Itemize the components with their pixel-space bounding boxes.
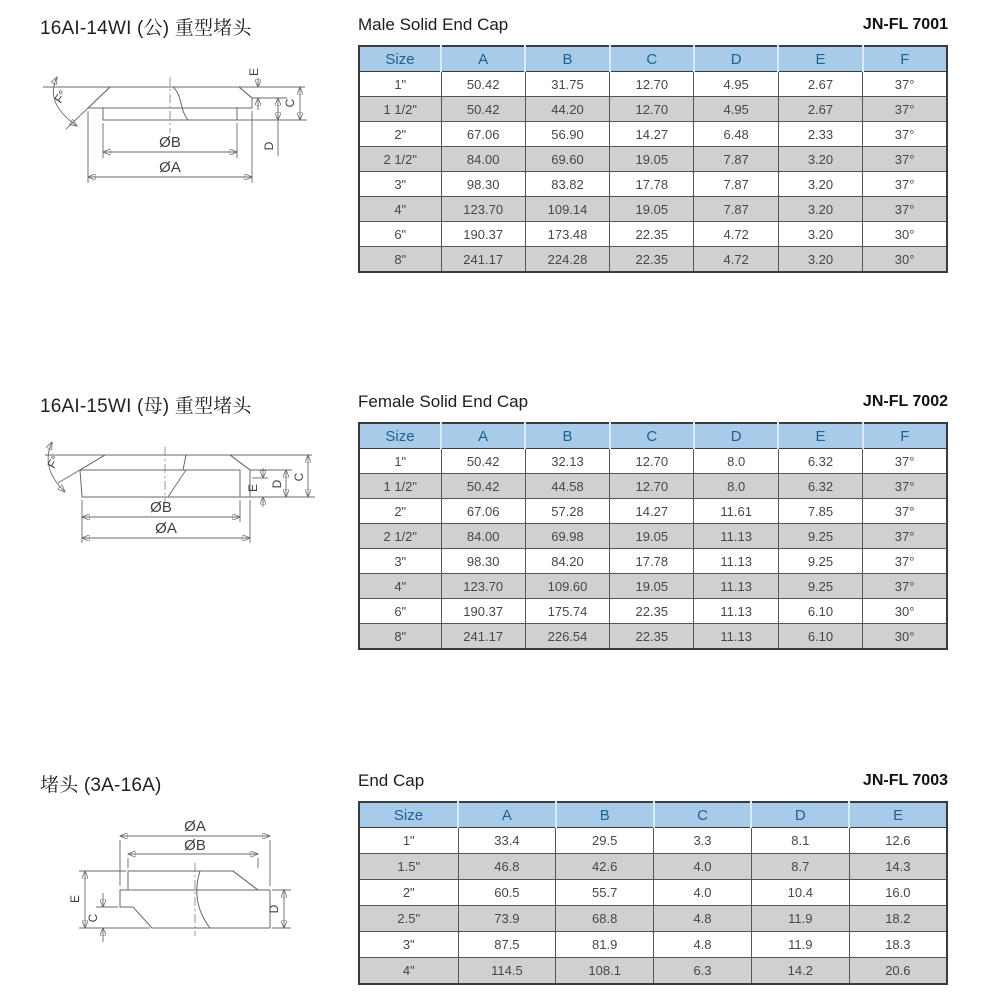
value-cell: 12.70: [610, 449, 694, 474]
value-cell: 37°: [863, 147, 947, 172]
dim-label-e: E: [246, 483, 260, 493]
value-cell: 4.72: [694, 247, 778, 273]
column-header-d: D: [694, 423, 778, 449]
value-cell: 9.25: [778, 524, 862, 549]
size-cell: 1 1/2": [359, 97, 441, 122]
column-header-a: A: [441, 46, 525, 72]
table-row: [359, 172, 947, 197]
value-cell: 2.67: [778, 97, 862, 122]
table-row: [359, 624, 947, 650]
value-cell: 30°: [863, 624, 947, 650]
value-cell: 8.1: [751, 828, 849, 854]
size-cell: 4": [359, 197, 441, 222]
spec-table-male-end-cap: [358, 45, 948, 273]
value-cell: 8.0: [694, 474, 778, 499]
value-cell: 123.70: [441, 574, 525, 599]
value-cell: 44.58: [525, 474, 609, 499]
table-row: [359, 958, 947, 985]
size-cell: 4": [359, 958, 458, 985]
value-cell: 9.25: [778, 549, 862, 574]
value-cell: 16.0: [849, 880, 947, 906]
column-header-size: Size: [359, 46, 441, 72]
section1-table-title: Male Solid End Cap: [358, 15, 509, 34]
value-cell: 56.90: [525, 122, 609, 147]
value-cell: 7.85: [778, 499, 862, 524]
value-cell: 6.10: [778, 599, 862, 624]
value-cell: 50.42: [441, 474, 525, 499]
column-header-b: B: [556, 802, 654, 828]
spec-table-end-cap: [358, 801, 948, 985]
table-row: [359, 97, 947, 122]
section3-table-title: End Cap: [358, 771, 425, 790]
value-cell: 57.28: [525, 499, 609, 524]
table-row: [359, 197, 947, 222]
value-cell: 6.32: [778, 449, 862, 474]
value-cell: 22.35: [610, 599, 694, 624]
spec-table-female-end-cap: [358, 422, 948, 650]
value-cell: 2.33: [778, 122, 862, 147]
value-cell: 3.20: [778, 247, 862, 273]
column-header-e: E: [778, 46, 862, 72]
value-cell: 4.95: [694, 97, 778, 122]
dim-label-dia-b: ØB: [184, 837, 206, 854]
value-cell: 60.5: [458, 880, 556, 906]
value-cell: 4.8: [654, 932, 752, 958]
value-cell: 6.48: [694, 122, 778, 147]
table-row: [359, 247, 947, 273]
value-cell: 37°: [863, 574, 947, 599]
value-cell: 37°: [863, 197, 947, 222]
value-cell: 241.17: [441, 624, 525, 650]
value-cell: 37°: [863, 97, 947, 122]
value-cell: 190.37: [441, 599, 525, 624]
dim-label-c: C: [86, 913, 100, 923]
value-cell: 31.75: [525, 72, 609, 97]
column-header-size: Size: [359, 423, 441, 449]
size-cell: 3": [359, 172, 441, 197]
value-cell: 37°: [863, 524, 947, 549]
value-cell: 37°: [863, 549, 947, 574]
value-cell: 11.13: [694, 599, 778, 624]
value-cell: 19.05: [610, 524, 694, 549]
value-cell: 123.70: [441, 197, 525, 222]
value-cell: 37°: [863, 474, 947, 499]
value-cell: 19.05: [610, 197, 694, 222]
value-cell: 19.05: [610, 574, 694, 599]
value-cell: 69.60: [525, 147, 609, 172]
value-cell: 37°: [863, 499, 947, 524]
value-cell: 30°: [863, 247, 947, 273]
value-cell: 42.6: [556, 854, 654, 880]
value-cell: 19.05: [610, 147, 694, 172]
value-cell: 84.20: [525, 549, 609, 574]
value-cell: 11.13: [694, 524, 778, 549]
value-cell: 4.95: [694, 72, 778, 97]
value-cell: 22.35: [610, 247, 694, 273]
value-cell: 11.9: [751, 906, 849, 932]
section2-table-title: Female Solid End Cap: [358, 392, 529, 411]
size-cell: 1": [359, 72, 441, 97]
value-cell: 4.8: [654, 906, 752, 932]
value-cell: 3.20: [778, 197, 862, 222]
table-row: [359, 72, 947, 97]
value-cell: 11.13: [694, 549, 778, 574]
size-cell: 6": [359, 222, 441, 247]
value-cell: 109.14: [525, 197, 609, 222]
size-cell: 2 1/2": [359, 147, 441, 172]
value-cell: 17.78: [610, 172, 694, 197]
column-header-size: Size: [359, 802, 458, 828]
value-cell: 50.42: [441, 97, 525, 122]
value-cell: 10.4: [751, 880, 849, 906]
value-cell: 6.10: [778, 624, 862, 650]
value-cell: 22.35: [610, 222, 694, 247]
value-cell: 7.87: [694, 197, 778, 222]
value-cell: 87.5: [458, 932, 556, 958]
value-cell: 109.60: [525, 574, 609, 599]
value-cell: 12.6: [849, 828, 947, 854]
value-cell: 81.9: [556, 932, 654, 958]
size-cell: 8": [359, 247, 441, 273]
column-header-e: E: [778, 423, 862, 449]
table-row: [359, 147, 947, 172]
value-cell: 32.13: [525, 449, 609, 474]
value-cell: 6.3: [654, 958, 752, 985]
value-cell: 4.72: [694, 222, 778, 247]
dim-label-e: E: [68, 894, 82, 904]
table-row: [359, 854, 947, 880]
value-cell: 67.06: [441, 122, 525, 147]
value-cell: 3.20: [778, 172, 862, 197]
section1-cn-title: 16AI-14WI (公) 重型堵头: [40, 18, 252, 39]
value-cell: 50.42: [441, 72, 525, 97]
dim-label-d: D: [270, 479, 284, 489]
column-header-f: F: [863, 46, 947, 72]
value-cell: 11.13: [694, 574, 778, 599]
value-cell: 190.37: [441, 222, 525, 247]
table-row: [359, 932, 947, 958]
technical-drawing-female-end-cap: [40, 433, 315, 555]
size-cell: 3": [359, 549, 441, 574]
value-cell: 17.78: [610, 549, 694, 574]
size-cell: 8": [359, 624, 441, 650]
value-cell: 73.9: [458, 906, 556, 932]
value-cell: 20.6: [849, 958, 947, 985]
value-cell: 50.42: [441, 449, 525, 474]
value-cell: 4.0: [654, 880, 752, 906]
value-cell: 108.1: [556, 958, 654, 985]
value-cell: 7.87: [694, 147, 778, 172]
dim-label-c: C: [283, 98, 297, 108]
column-header-a: A: [441, 423, 525, 449]
value-cell: 11.13: [694, 624, 778, 650]
value-cell: 3.20: [778, 147, 862, 172]
dim-label-d: D: [262, 141, 276, 151]
column-header-d: D: [694, 46, 778, 72]
dim-label-dia-b: ØB: [150, 499, 172, 516]
section3-product-code: JN-FL 7003: [862, 772, 948, 789]
value-cell: 18.2: [849, 906, 947, 932]
value-cell: 30°: [863, 222, 947, 247]
table-row: [359, 549, 947, 574]
dim-label-dia-a: ØA: [159, 159, 181, 176]
column-header-d: D: [751, 802, 849, 828]
value-cell: 114.5: [458, 958, 556, 985]
dim-label-d: D: [267, 904, 281, 914]
dim-label-f: F°: [51, 87, 70, 106]
section2-cn-title: 16AI-15WI (母) 重型堵头: [40, 396, 252, 417]
header-row: [359, 423, 947, 449]
size-cell: 2": [359, 122, 441, 147]
table-row: [359, 574, 947, 599]
value-cell: 12.70: [610, 72, 694, 97]
value-cell: 37°: [863, 122, 947, 147]
size-cell: 6": [359, 599, 441, 624]
value-cell: 3.20: [778, 222, 862, 247]
value-cell: 29.5: [556, 828, 654, 854]
section3-cn-title: 堵头 (3A-16A): [40, 775, 162, 796]
value-cell: 84.00: [441, 147, 525, 172]
value-cell: 69.98: [525, 524, 609, 549]
size-cell: 1.5": [359, 854, 458, 880]
table-row: [359, 828, 947, 854]
table-row: [359, 449, 947, 474]
value-cell: 98.30: [441, 172, 525, 197]
value-cell: 2.67: [778, 72, 862, 97]
dim-label-dia-b: ØB: [159, 134, 181, 151]
column-header-e: E: [849, 802, 947, 828]
value-cell: 9.25: [778, 574, 862, 599]
value-cell: 14.2: [751, 958, 849, 985]
value-cell: 30°: [863, 599, 947, 624]
column-header-a: A: [458, 802, 556, 828]
value-cell: 224.28: [525, 247, 609, 273]
technical-drawing-end-cap: [68, 818, 295, 946]
dim-label-f: F°: [44, 453, 63, 471]
dim-label-dia-a: ØA: [155, 520, 177, 537]
dim-label-e: E: [247, 67, 261, 77]
value-cell: 37°: [863, 72, 947, 97]
table-row: [359, 122, 947, 147]
value-cell: 4.0: [654, 854, 752, 880]
technical-drawing-male-end-cap: [40, 62, 310, 187]
table-row: [359, 222, 947, 247]
value-cell: 7.87: [694, 172, 778, 197]
value-cell: 8.7: [751, 854, 849, 880]
size-cell: 4": [359, 574, 441, 599]
value-cell: 33.4: [458, 828, 556, 854]
column-header-c: C: [610, 46, 694, 72]
size-cell: 1 1/2": [359, 474, 441, 499]
value-cell: 11.61: [694, 499, 778, 524]
column-header-c: C: [654, 802, 752, 828]
table-row: [359, 524, 947, 549]
value-cell: 6.32: [778, 474, 862, 499]
value-cell: 8.0: [694, 449, 778, 474]
section2-product-code: JN-FL 7002: [862, 393, 948, 410]
table-row: [359, 906, 947, 932]
size-cell: 1": [359, 828, 458, 854]
value-cell: 98.30: [441, 549, 525, 574]
column-header-b: B: [525, 423, 609, 449]
value-cell: 37°: [863, 172, 947, 197]
table-row: [359, 499, 947, 524]
column-header-b: B: [525, 46, 609, 72]
size-cell: 2": [359, 499, 441, 524]
value-cell: 55.7: [556, 880, 654, 906]
header-row: [359, 802, 947, 828]
value-cell: 12.70: [610, 474, 694, 499]
value-cell: 83.82: [525, 172, 609, 197]
size-cell: 2.5": [359, 906, 458, 932]
value-cell: 84.00: [441, 524, 525, 549]
table-row: [359, 599, 947, 624]
size-cell: 1": [359, 449, 441, 474]
value-cell: 11.9: [751, 932, 849, 958]
dim-label-c: C: [292, 472, 306, 482]
value-cell: 67.06: [441, 499, 525, 524]
value-cell: 173.48: [525, 222, 609, 247]
section1-product-code: JN-FL 7001: [862, 16, 948, 33]
table-row: [359, 880, 947, 906]
value-cell: 37°: [863, 449, 947, 474]
value-cell: 241.17: [441, 247, 525, 273]
value-cell: 12.70: [610, 97, 694, 122]
size-cell: 3": [359, 932, 458, 958]
value-cell: 44.20: [525, 97, 609, 122]
value-cell: 3.3: [654, 828, 752, 854]
value-cell: 22.35: [610, 624, 694, 650]
size-cell: 2 1/2": [359, 524, 441, 549]
value-cell: 226.54: [525, 624, 609, 650]
value-cell: 68.8: [556, 906, 654, 932]
dim-label-dia-a: ØA: [184, 818, 206, 835]
table-row: [359, 474, 947, 499]
column-header-f: F: [863, 423, 947, 449]
value-cell: 46.8: [458, 854, 556, 880]
value-cell: 14.27: [610, 122, 694, 147]
header-row: [359, 46, 947, 72]
value-cell: 18.3: [849, 932, 947, 958]
column-header-c: C: [610, 423, 694, 449]
value-cell: 175.74: [525, 599, 609, 624]
size-cell: 2": [359, 880, 458, 906]
value-cell: 14.3: [849, 854, 947, 880]
value-cell: 14.27: [610, 499, 694, 524]
